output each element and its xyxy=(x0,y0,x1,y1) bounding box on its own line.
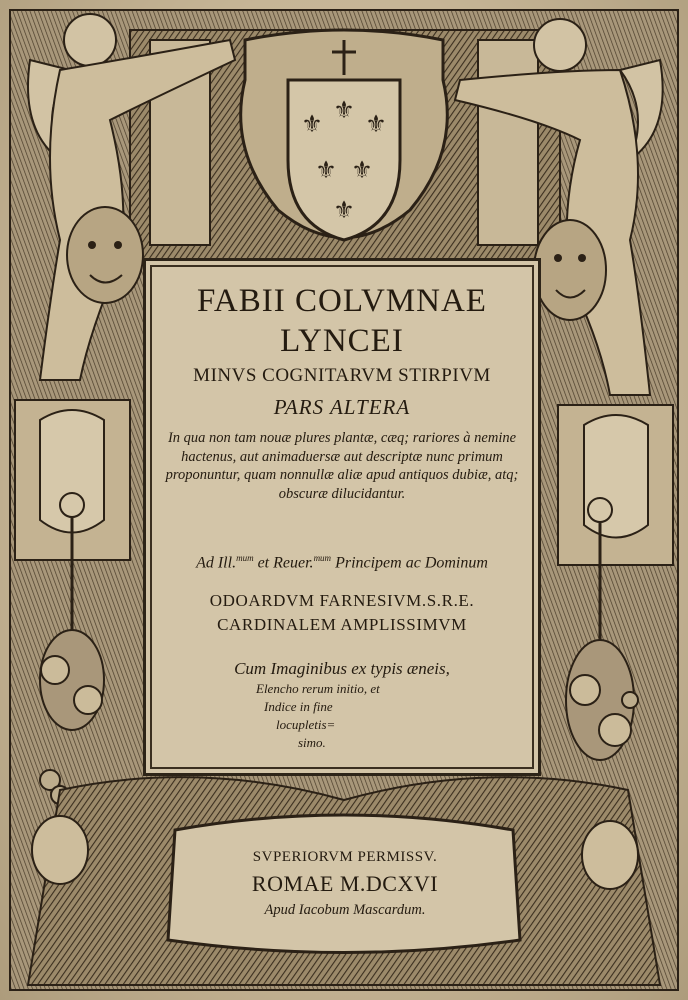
dedication-suffix: Principem ac Dominum xyxy=(331,554,488,572)
dedicatee-line-2: CARDINALEM AMPLISSIMVM xyxy=(217,615,467,634)
imprint-permission: SVPERIORVM PERMISSV. xyxy=(252,849,438,865)
author-line-1: FABII COLVMNAE xyxy=(197,283,487,319)
imprint-printer: Apud Iacobum Mascardum. xyxy=(264,902,426,918)
right-grotesque-mask xyxy=(534,220,606,320)
dedication-mid: et Reuer. xyxy=(253,554,314,572)
images-line-5: simo. xyxy=(298,735,326,750)
dedicatee-line-1: ODOARDVM FARNESIVM.S.R.E. xyxy=(209,591,475,610)
dedication xyxy=(146,553,538,572)
images-line-4: locupletis= xyxy=(276,717,336,732)
images-line-3: Indice in fine xyxy=(264,699,333,714)
work-title: MINVS COGNITARVM STIRPIVM xyxy=(193,365,491,386)
svg-text:⚜: ⚜ xyxy=(351,156,373,184)
part-title: PARS ALTERA xyxy=(273,395,411,419)
dedication-sup-1: mum xyxy=(236,553,254,563)
svg-text:⚜: ⚜ xyxy=(315,156,337,184)
dedication-prefix: Ad Ill. xyxy=(196,554,237,572)
left-cherub-head xyxy=(32,816,88,884)
svg-text:⚜: ⚜ xyxy=(301,110,323,138)
svg-text:⚜: ⚜ xyxy=(365,110,387,138)
dedication-sup-2: mum xyxy=(313,553,332,563)
description: In qua non tam nouæ plures plantæ, cæq; rariores à nemine hactenus, aut animaduersæ aut descriptæ nunc primum proponuntur, quam nonnullæ aliæ apud antiquos dubiæ, atq; obscuræ dilucidantur. xyxy=(165,430,519,502)
svg-text:⚜: ⚜ xyxy=(333,96,355,124)
right-column xyxy=(478,40,538,245)
title-tablet xyxy=(143,258,541,776)
images-line-2: Elencho rerum initio, et xyxy=(256,681,380,696)
author-line-2: LYNCEI xyxy=(280,323,404,359)
imprint-place-date: ROMAE M.DCXVI xyxy=(251,871,439,896)
svg-text:⚜: ⚜ xyxy=(333,196,355,224)
images-line-1: Cum Imaginibus ex typis æneis, xyxy=(234,659,450,678)
left-grotesque-mask xyxy=(67,207,143,303)
right-cherub-head xyxy=(582,821,638,889)
